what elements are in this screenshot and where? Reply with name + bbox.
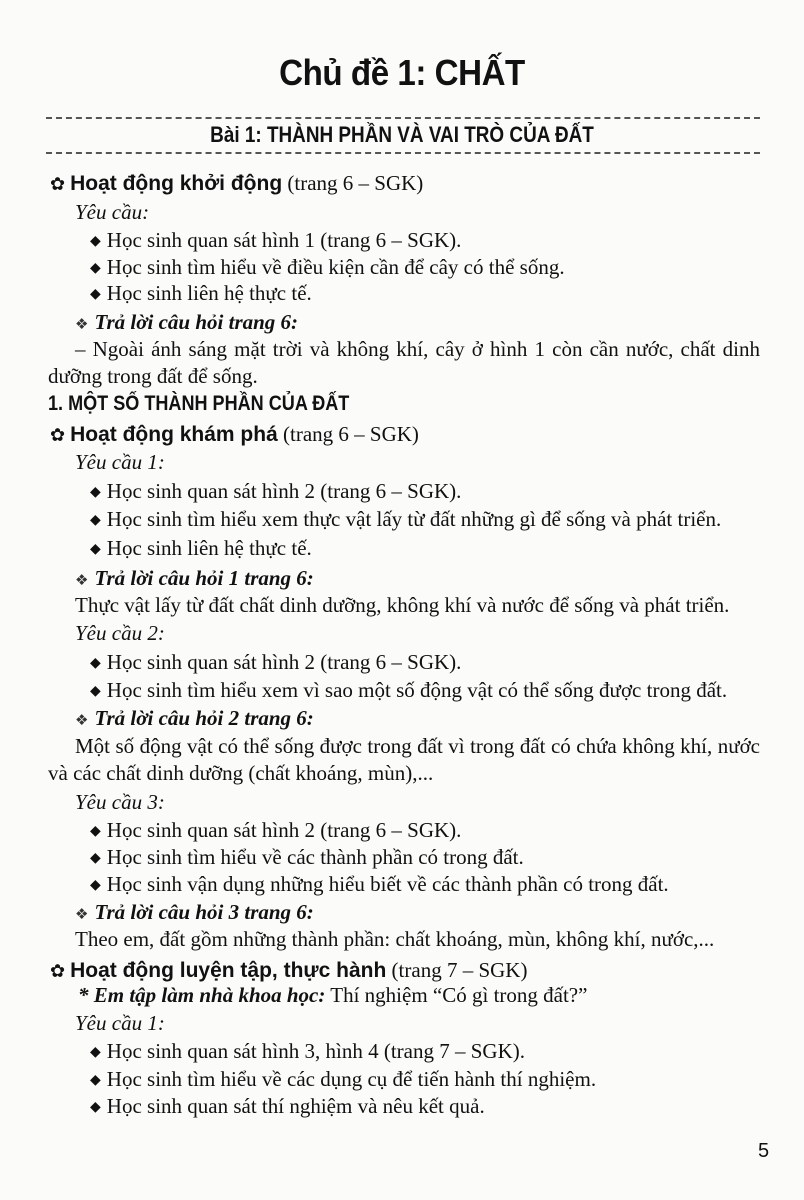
page-ref: (trang 7 – SGK) [391, 958, 528, 982]
page-ref: (trang 6 – SGK) [287, 171, 424, 195]
list-item [90, 506, 721, 533]
list-item [90, 280, 312, 307]
experiment-line [78, 982, 587, 1008]
list-item [90, 844, 524, 871]
four-diamond-bullet-icon: ❖ [75, 905, 89, 923]
flower-bullet-icon: ✿ [50, 174, 66, 195]
page-ref: (trang 6 – SGK) [283, 422, 419, 446]
answer-label [75, 309, 298, 337]
list-item-text: Học sinh liên hệ thực tế. [106, 281, 312, 305]
diamond-bullet-icon: ◆ [90, 877, 101, 893]
activity-heading [50, 421, 419, 449]
diamond-bullet-icon: ◆ [90, 850, 101, 866]
requirement-label: Yêu cầu: [75, 200, 150, 224]
activity-title: Hoạt động khám phá [70, 423, 278, 446]
four-diamond-bullet-icon: ❖ [75, 315, 89, 333]
answer-label [75, 899, 314, 927]
diamond-bullet-icon: ◆ [90, 541, 101, 557]
requirement-label: Yêu cầu 1: [75, 450, 165, 474]
list-item [90, 1066, 596, 1093]
answer-text: Một số động vật có thể sống được trong đất vì trong đất có chứa không khí, nước và các chất dinh dưỡng (chất khoáng, mùn),... [48, 734, 760, 785]
list-item [90, 254, 565, 281]
page-number: 5 [758, 1140, 770, 1162]
answer-label-text: Trả lời câu hỏi 2 trang 6: [94, 706, 314, 730]
activity-heading [50, 957, 527, 985]
diamond-bullet-icon: ◆ [90, 683, 101, 699]
list-item-text: Học sinh quan sát thí nghiệm và nêu kết quả. [106, 1094, 485, 1118]
diamond-bullet-icon: ◆ [90, 1099, 101, 1115]
list-item-text: Học sinh liên hệ thực tế. [106, 536, 312, 560]
list-item-text: Học sinh tìm hiểu xem vì sao một số động vật có thể sống được trong đất. [106, 678, 728, 702]
list-item [90, 817, 461, 844]
diamond-bullet-icon: ◆ [90, 512, 101, 528]
diamond-bullet-icon: ◆ [90, 286, 101, 302]
list-item-text: Học sinh tìm hiểu về các thành phần có trong đất. [106, 845, 524, 869]
four-diamond-bullet-icon: ❖ [75, 711, 89, 729]
list-item-text: Học sinh quan sát hình 1 (trang 6 – SGK). [106, 228, 462, 252]
diamond-bullet-icon: ◆ [90, 655, 101, 671]
chapter-title: Chủ đề 1: CHẤT [279, 52, 525, 93]
four-diamond-bullet-icon: ❖ [75, 571, 89, 589]
diamond-bullet-icon: ◆ [90, 1044, 101, 1060]
list-item-text: Học sinh tìm hiểu xem thực vật lấy từ đất những gì để sống và phát triển. [106, 507, 722, 531]
list-item-text: Học sinh quan sát hình 2 (trang 6 – SGK). [106, 818, 462, 842]
diamond-bullet-icon: ◆ [90, 260, 101, 276]
list-item [90, 1038, 525, 1065]
activity-title: Hoạt động luyện tập, thực hành [70, 959, 387, 982]
list-item [90, 478, 461, 505]
section-heading: 1. MỘT SỐ THÀNH PHẦN CỦA ĐẤT [48, 392, 350, 415]
list-item-text: Học sinh quan sát hình 2 (trang 6 – SGK). [106, 650, 462, 674]
experiment-label: * Em tập làm nhà khoa học: [78, 983, 326, 1007]
list-item [90, 1093, 485, 1120]
diamond-bullet-icon: ◆ [90, 484, 101, 500]
list-item-text: Học sinh tìm hiểu về điều kiện cần để cây có thể sống. [106, 255, 565, 279]
answer-label [75, 565, 314, 593]
answer-label-text: Trả lời câu hỏi 3 trang 6: [94, 900, 314, 924]
experiment-text: Thí nghiệm “Có gì trong đất?” [325, 983, 588, 1007]
divider [46, 117, 760, 119]
list-item [90, 677, 727, 704]
list-item [90, 535, 312, 562]
list-item [90, 871, 669, 898]
diamond-bullet-icon: ◆ [90, 1072, 101, 1088]
requirement-label: Yêu cầu 1: [75, 1011, 165, 1035]
list-item-text: Học sinh quan sát hình 3, hình 4 (trang 7 – SGK). [106, 1039, 525, 1063]
list-item-text: Học sinh tìm hiểu về các dụng cụ để tiến hành thí nghiệm. [106, 1067, 597, 1091]
activity-heading [50, 170, 423, 198]
list-item-text: Học sinh quan sát hình 2 (trang 6 – SGK). [106, 479, 462, 503]
lesson-title: Bài 1: THÀNH PHẦN VÀ VAI TRÒ CỦA ĐẤT [210, 122, 594, 147]
divider [46, 152, 760, 154]
diamond-bullet-icon: ◆ [90, 823, 101, 839]
answer-text: Theo em, đất gồm những thành phần: chất khoáng, mùn, không khí, nước,... [75, 927, 715, 951]
list-item [90, 649, 461, 676]
answer-text: – Ngoài ánh sáng mặt trời và không khí, cây ở hình 1 còn cần nước, chất dinh dưỡng trong đất để sống. [48, 337, 760, 388]
answer-label-text: Trả lời câu hỏi trang 6: [94, 310, 299, 334]
flower-bullet-icon: ✿ [50, 425, 66, 446]
answer-label-text: Trả lời câu hỏi 1 trang 6: [94, 566, 314, 590]
list-item [90, 227, 461, 254]
activity-title: Hoạt động khởi động [70, 172, 283, 195]
requirement-label: Yêu cầu 3: [75, 790, 165, 814]
list-item-text: Học sinh vận dụng những hiểu biết về các thành phần có trong đất. [106, 872, 669, 896]
answer-text: Thực vật lấy từ đất chất dinh dưỡng, không khí và nước để sống và phát triển. [75, 593, 730, 617]
flower-bullet-icon: ✿ [50, 961, 66, 982]
requirement-label: Yêu cầu 2: [75, 621, 165, 645]
answer-label [75, 705, 314, 733]
diamond-bullet-icon: ◆ [90, 233, 101, 249]
